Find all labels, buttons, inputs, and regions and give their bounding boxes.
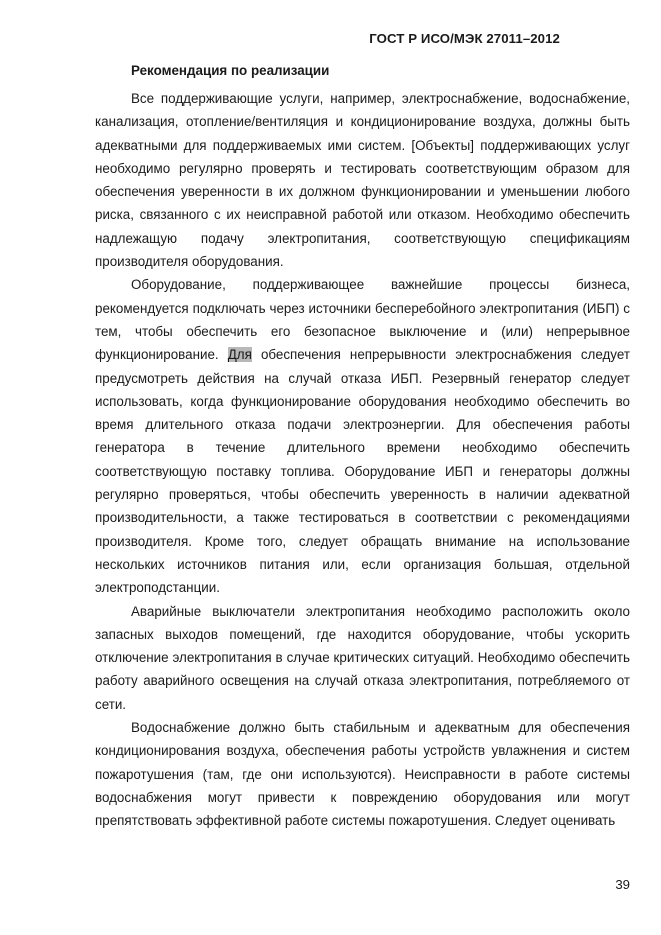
- paragraph-ups: [95, 273, 630, 599]
- highlighted-word[interactable]: Для: [227, 347, 252, 363]
- paragraph-emergency-switches: Аварийные выключатели электропитания необходимо расположить около запасных выходов помещений, где находится оборудование, чтобы ускорить отключение электропитания в случае критических ситуаций. Необходимо обеспечить работу аварийного освещения на случай отказа электропитания, потребляемого от сети.: [95, 603, 630, 712]
- paragraph-supporting-services: Все поддерживающие услуги, например, электроснабжение, водоснабжение, канализация, отопление/вентиляция и кондиционирование воздуха, должны быть адекватными для поддерживаемых ими систем. [Объекты] поддерживающих услуг необходимо регулярно проверять и тестировать соответствующим образом для обеспечения уверенности в их должном функционировании и уменьшении любого риска, связанного с их неисправной работой или отказом. Необходимо обеспечить надлежащую подачу электропитания, соответствующую спецификациям производителя оборудования.: [95, 91, 630, 270]
- paragraph-ups-text-after: обеспечения непрерывности электроснабжения следует предусмотреть действия на случай отказа ИБП. Резервный генератор следует использовать, когда функционирование оборудования необходимо обеспечить во время длительного отказа подачи электроэнергии. Для обеспечения работы генератора в течение длительного времени необходимо обеспечить соответствующую поставку топлива. Оборудование ИБП и генераторы должны регулярно проверяться, чтобы обеспечить уверенность в наличии адекватной производительности, а также тестироваться в соответствии с рекомендациями производителя. Кроме того, следует обращать внимание на использование нескольких источников питания или, если организация большая, отдельной электроподстанции.: [95, 347, 630, 596]
- page-number: 39: [615, 877, 630, 892]
- paragraph-ups-text-before: Оборудование, поддерживающее важнейшие процессы бизнеса, рекомендуется подключать через источники бесперебойного электропитания (ИБП) с тем, чтобы обеспечить его безопасное выключение и (или) непрерывное функционирование.: [95, 277, 630, 363]
- paragraph-water-supply: Водоснабжение должно быть стабильным и адекватным для обеспечения кондиционирования воздуха, обеспечения работы устройств увлажнения и систем пожаротушения (там, где они используются). Неисправности в работе системы водоснабжения могут привести к повреждению оборудования или могут препятствовать эффективной работе системы пожаротушения. Следует оценивать: [95, 720, 630, 829]
- standard-header: ГОСТ Р ИСО/МЭК 27011–2012: [369, 31, 560, 46]
- section-heading: Рекомендация по реализации: [131, 63, 330, 78]
- body-text: [95, 87, 630, 833]
